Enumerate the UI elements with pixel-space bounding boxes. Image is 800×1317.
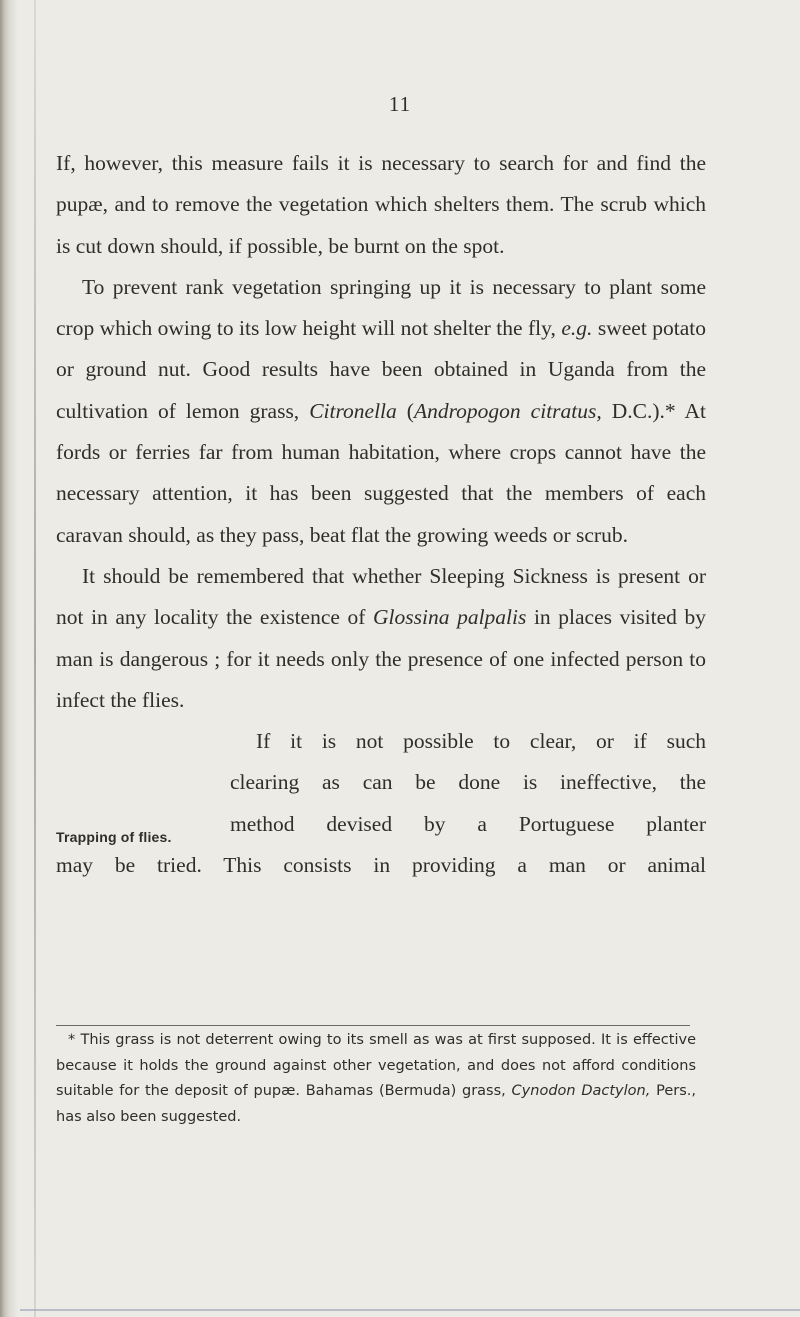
paragraph-3-glossina: Glossina palpalis xyxy=(373,605,527,630)
footnote-paragraph xyxy=(56,1028,696,1130)
paragraph-1: If, however, this measure fails it is necessary to search for and find the pupæ, and to remove the vegetation which shelters them. The scrub which is cut down should, if possible, be burnt on the spot. xyxy=(56,151,706,258)
paragraph-3 xyxy=(56,556,706,721)
footnote-text-a: * This grass is not deterrent owing to its smell as was at first supposed. It is effective because it holds the ground against other vegetation, and does not afford conditions suitable for the deposit of pupæ. Bahamas (Bermuda) grass, xyxy=(56,1032,696,1100)
page-number: 11 xyxy=(388,92,412,116)
paragraph-4-line-1: If it is not possible to clear, or if such xyxy=(256,729,706,754)
footnote-text-b: Pers., has also been suggested. xyxy=(56,1083,696,1125)
paragraph-2-text-c: ( xyxy=(396,398,414,423)
trapping-section xyxy=(56,721,706,886)
paragraph-3-text-a: It should be remembered that whether Sleeping Sickness is present or not in any locality the existence of xyxy=(56,563,706,630)
paragraph-4-line-2: clearing as can be done is ineffective, the xyxy=(230,770,706,795)
binding-shadow-line xyxy=(34,0,36,1317)
bottom-edge-line xyxy=(20,1309,800,1311)
sidenote-trapping-of-flies: Trapping of flies. xyxy=(56,829,172,846)
page-binding-edge xyxy=(0,0,18,1317)
paragraph-2 xyxy=(56,267,706,556)
paragraph-4-line-3: method devised by a Portuguese planter xyxy=(230,811,706,836)
body-text xyxy=(56,143,706,886)
paragraph-2-text-b: sweet potato or ground nut. Good results have been obtained in Uganda from the cultivation of lemon grass, xyxy=(56,316,706,423)
paragraph-2-citronella: Citronella xyxy=(309,398,397,423)
paragraph-4-line-4: may be tried. This consists in providing a man or animal xyxy=(56,853,706,878)
paragraph-2-text-d: D.C.).* At fords or ferries far from human habitation, where crops cannot have the necessary attention, it has been suggested that the members of each caravan should, as they pass, beat flat the growing weeds or scrub. xyxy=(56,398,706,547)
paragraph-2-andropogon: Andropogon citratus, xyxy=(413,398,602,423)
footnote xyxy=(56,1028,696,1130)
paragraph-3-text-b: in places visited by man is dangerous ; for it needs only the presence of one infected person to infect the flies. xyxy=(56,605,706,712)
paragraph-2-text-a: To prevent rank vegetation springing up it is necessary to plant some crop which owing to its low height will not shelter the fly, xyxy=(56,274,706,341)
footnote-rule xyxy=(56,1025,690,1026)
paragraph-4 xyxy=(56,721,706,886)
paragraph-2-eg: e.g. xyxy=(561,316,593,341)
footnote-cynodon: Cynodon Dactylon, xyxy=(511,1083,651,1100)
